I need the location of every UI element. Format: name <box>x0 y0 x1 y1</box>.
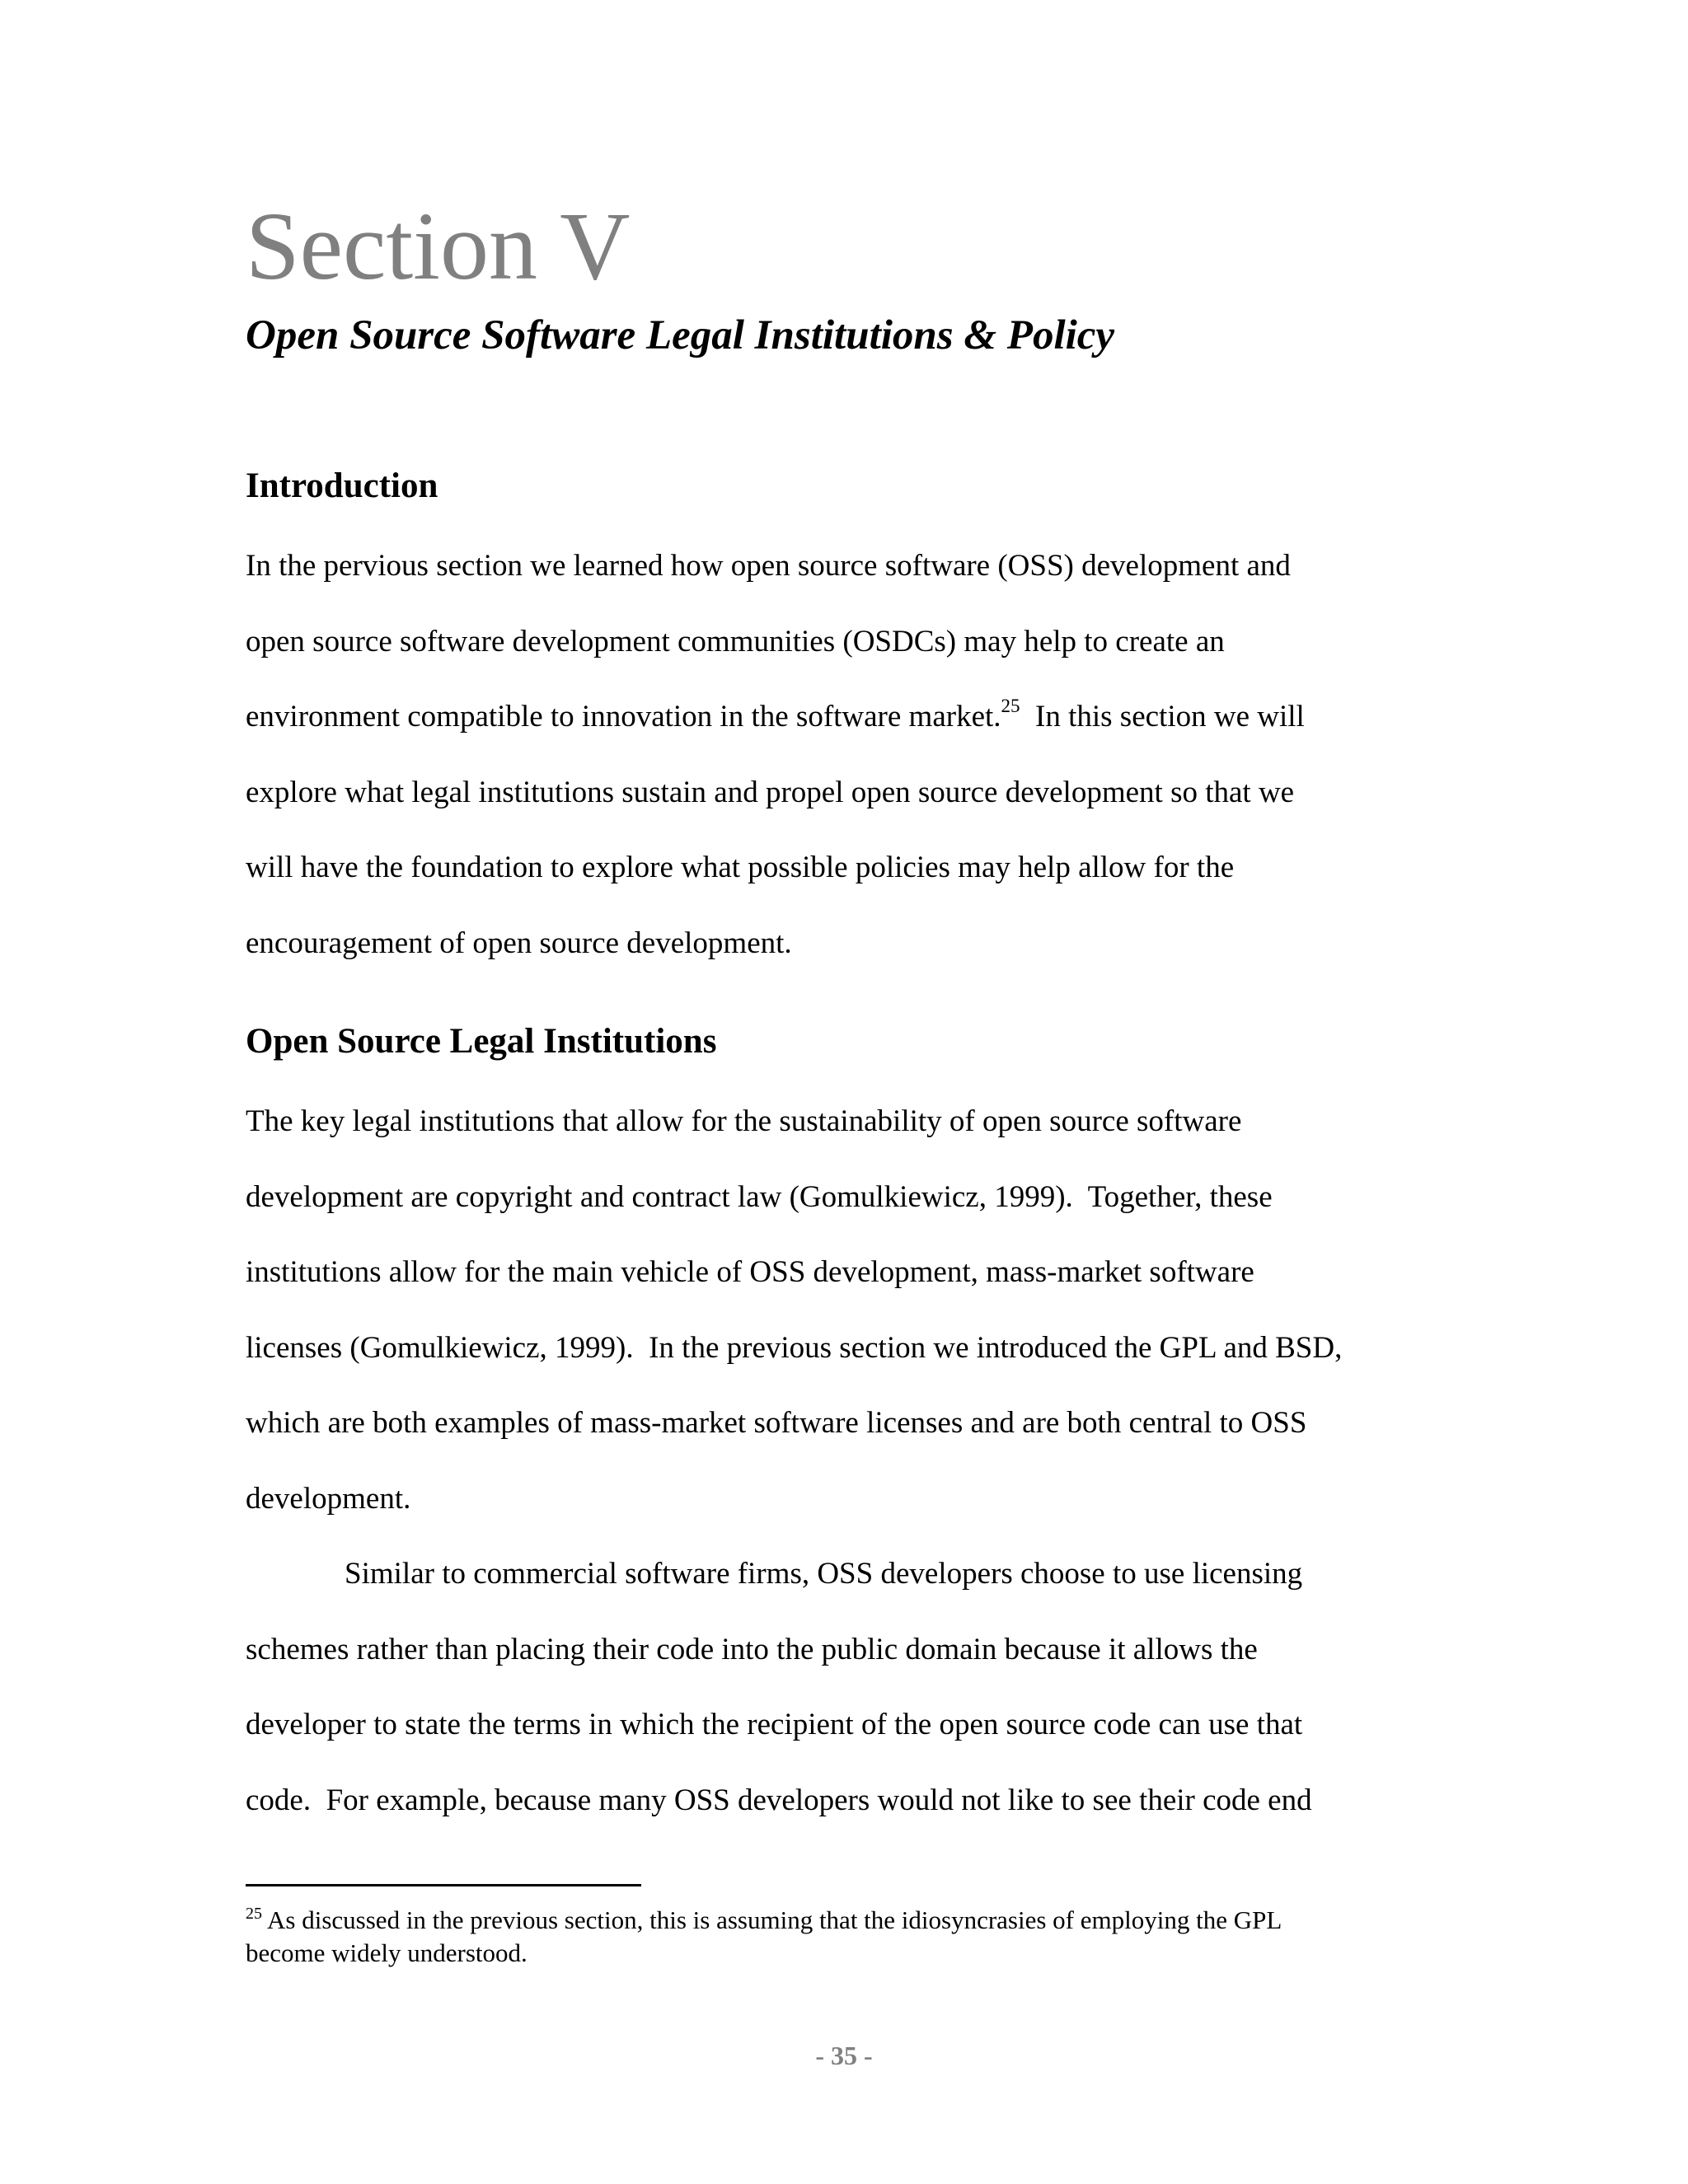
footnote-number: 25 <box>246 1905 262 1923</box>
legal-p2-line-1: Similar to commercial software firms, OSS developers choose to use licensing <box>345 1557 1303 1591</box>
footnote-reference-25: 25 <box>1001 696 1020 716</box>
legal-p1-line-3: institutions allow for the main vehicle of OSS development, mass-market software <box>246 1255 1254 1289</box>
legal-p1-line-5: which are both examples of mass-market software licenses and are both central to OSS <box>246 1406 1307 1440</box>
legal-institutions-heading: Open Source Legal Institutions <box>246 1022 717 1061</box>
section-subtitle: Open Source Software Legal Institutions & Policy <box>246 312 1115 359</box>
legal-p1-line-4: licenses (Gomulkiewicz, 1999). In the previous section we introduced the GPL and BSD, <box>246 1331 1343 1365</box>
footnote-separator <box>246 1884 641 1886</box>
intro-line-2: open source software development communities (OSDCs) may help to create an <box>246 625 1225 658</box>
intro-line-4: explore what legal institutions sustain and propel open source development so that we <box>246 776 1295 809</box>
intro-line-3-continuation: In this section we will <box>1020 700 1305 733</box>
legal-p1-line-6: development. <box>246 1482 411 1516</box>
legal-p1-line-2: development are copyright and contract law (Gomulkiewicz, 1999). Together, these <box>246 1180 1273 1214</box>
introduction-heading: Introduction <box>246 466 438 505</box>
intro-line-3-text: environment compatible to innovation in the software market. <box>246 700 1001 733</box>
intro-line-3 <box>246 696 1305 733</box>
page-number: - 35 - <box>815 2041 873 2070</box>
legal-p2-line-4: code. For example, because many OSS developers would not like to see their code end <box>246 1783 1312 1817</box>
footnote-text-1: As discussed in the previous section, this is assuming that the idiosyncrasies of employing the GPL <box>262 1905 1282 1934</box>
legal-p2-line-2: schemes rather than placing their code into the public domain because it allows the <box>246 1633 1258 1666</box>
footnote-line-2: become widely understood. <box>246 1938 528 1967</box>
legal-p1-line-1: The key legal institutions that allow for the sustainability of open source software <box>246 1104 1242 1138</box>
intro-line-5: will have the foundation to explore what possible policies may help allow for the <box>246 851 1235 884</box>
intro-line-6: encouragement of open source development. <box>246 926 792 960</box>
footnote-line-1 <box>246 1907 1282 1933</box>
intro-line-1: In the pervious section we learned how open source software (OSS) development and <box>246 549 1291 583</box>
section-title: Section V <box>246 192 631 300</box>
legal-p2-line-3: developer to state the terms in which the recipient of the open source code can use that <box>246 1708 1303 1741</box>
